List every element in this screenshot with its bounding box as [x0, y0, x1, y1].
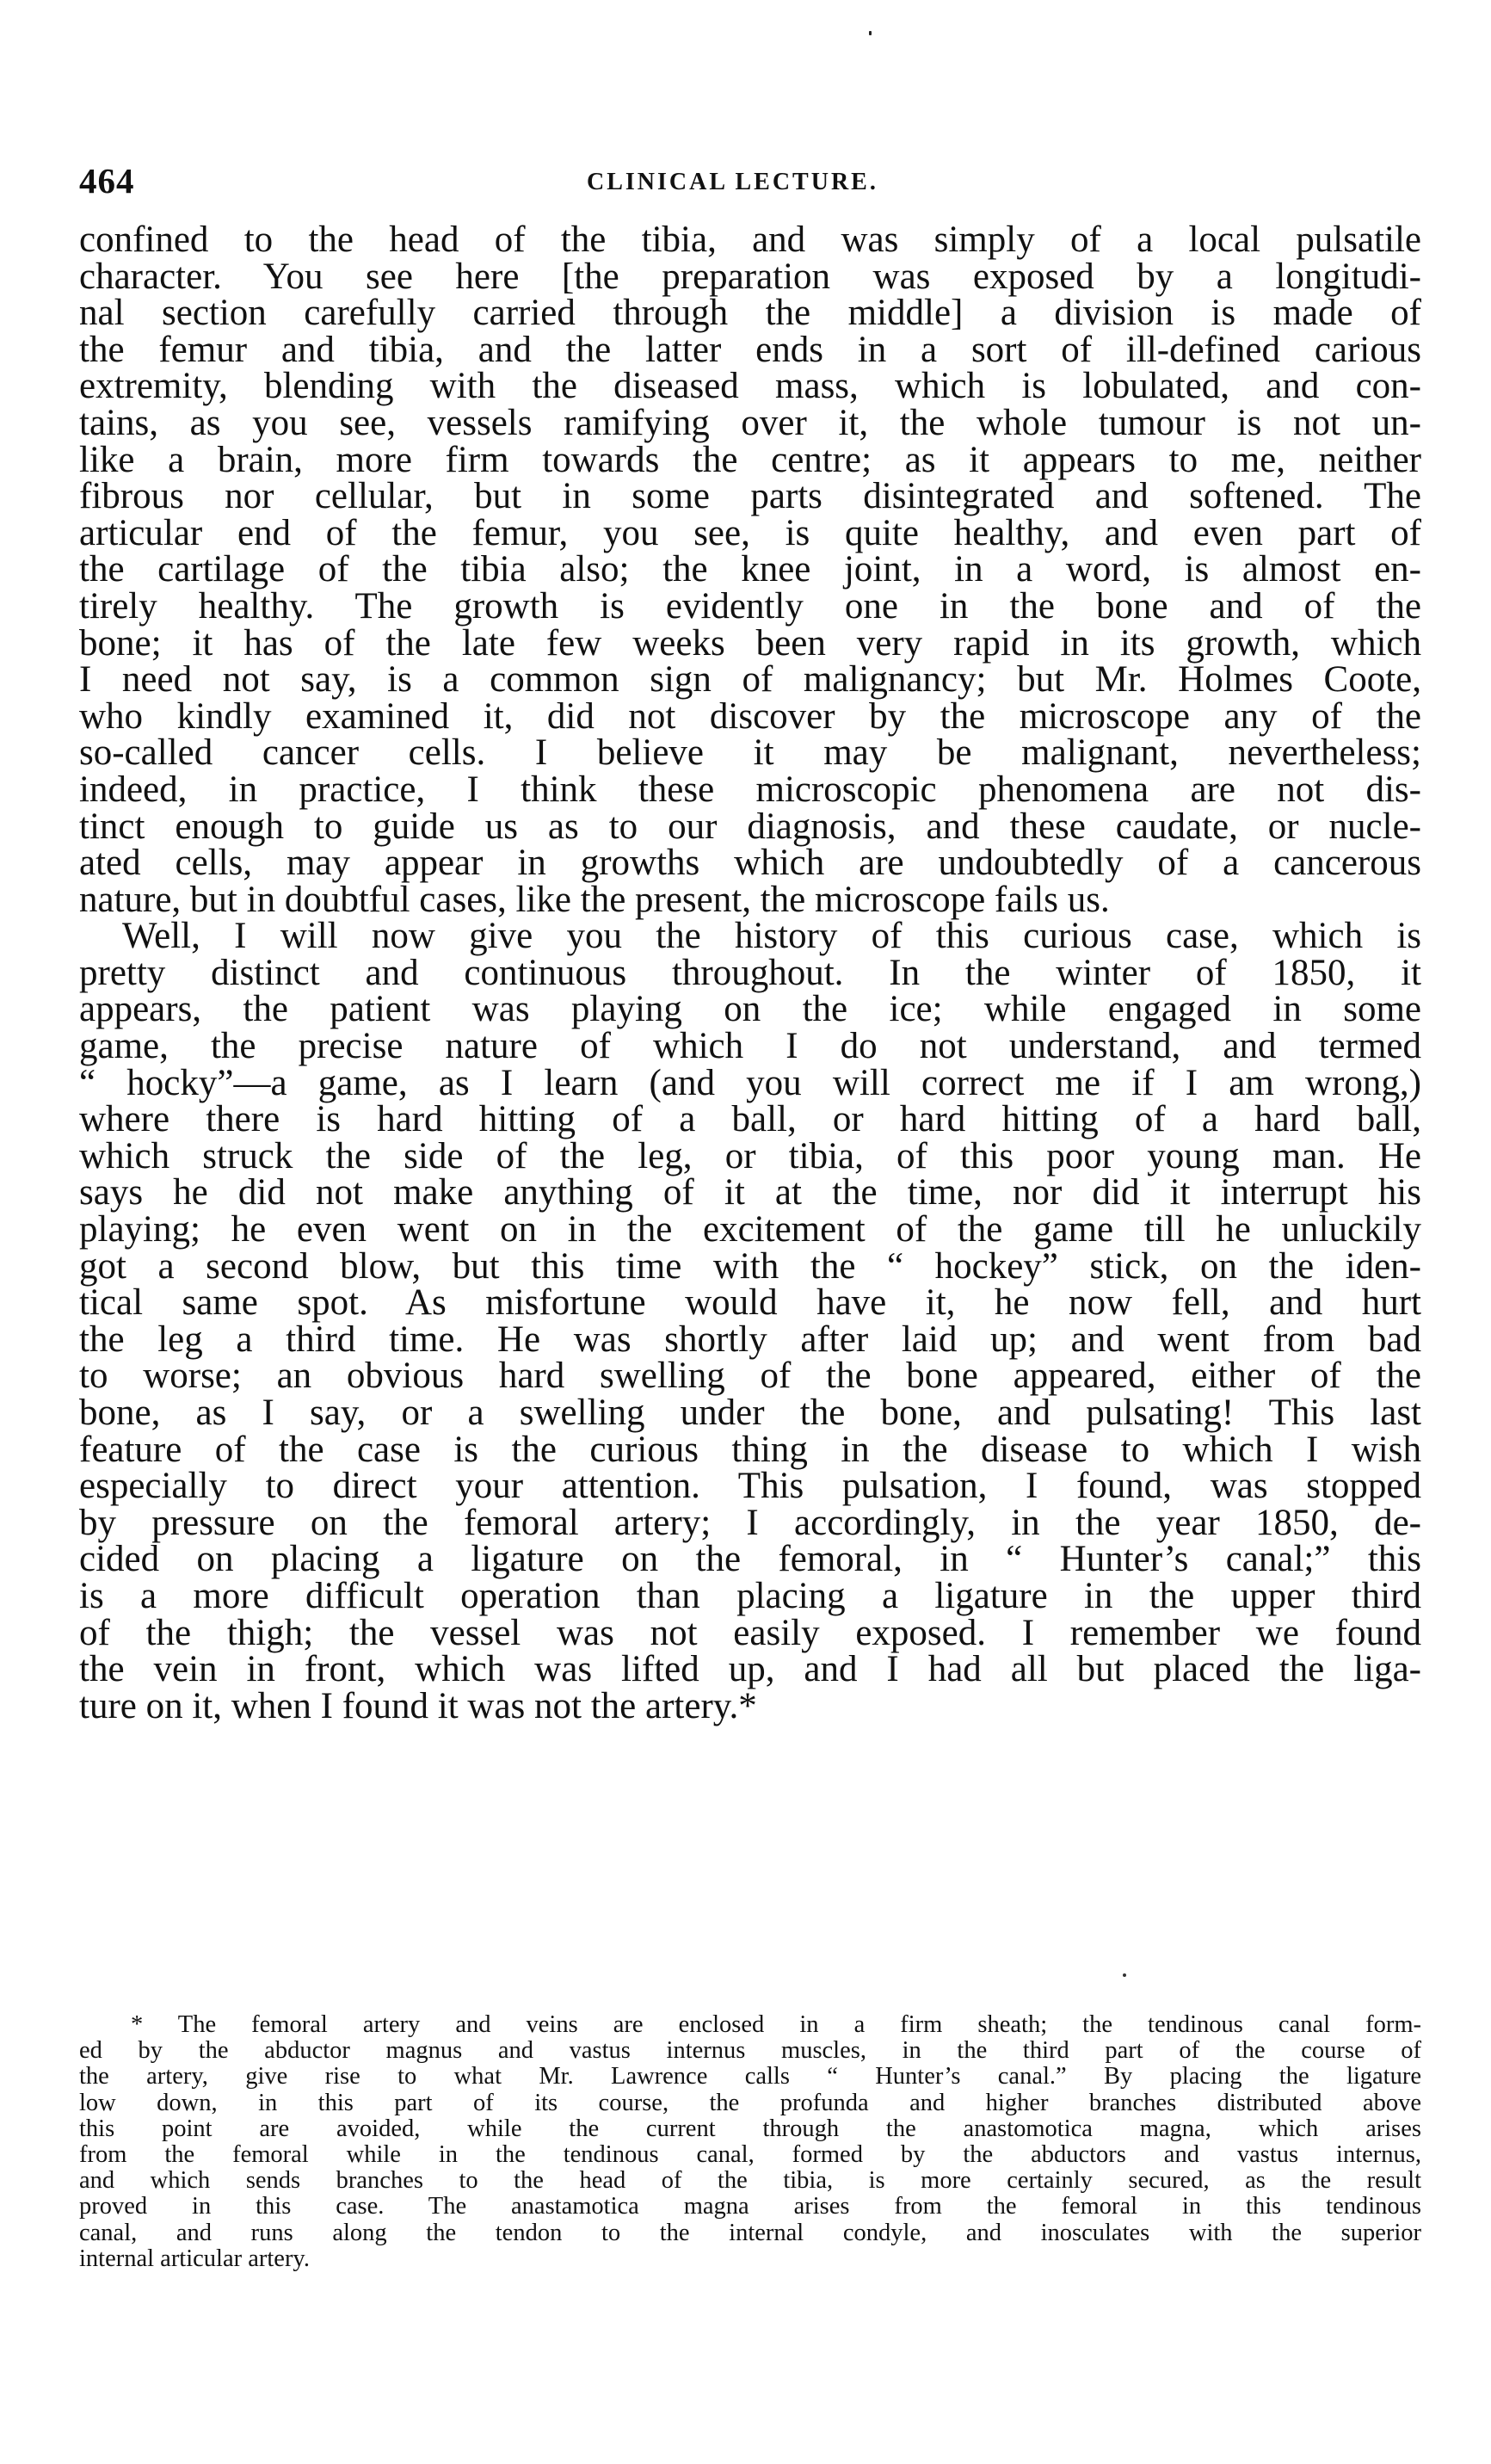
text-line: pretty distinct and continuous throughout. In the winter of 1850, it [79, 952, 1421, 993]
text-line: especially to direct your attention. This pulsation, I found, was stopped [79, 1466, 1421, 1507]
footnote-line: this point are avoided, while the current through the anastomotica magna, which arises [79, 2115, 1421, 2142]
text-line: fibrous nor cellular, but in some parts disintegrated and softened. The [79, 476, 1421, 517]
body-text [79, 219, 1421, 1726]
text-line: tical same spot. As misfortune would have it, he now fell, and hurt [79, 1282, 1421, 1324]
text-line: indeed, in practice, I think these microscopic phenomena are not dis- [79, 769, 1421, 810]
text-line: of the thigh; the vessel was not easily exposed. I remember we found [79, 1612, 1421, 1653]
running-head: CLINICAL LECTURE. [587, 169, 878, 195]
text-line: which struck the side of the leg, or tibia, of this poor young man. He [79, 1135, 1421, 1176]
footnote [79, 2012, 1421, 2272]
footnote-line: proved in this case. The anastamotica magna arises from the femoral in this tendinous [79, 2193, 1421, 2220]
text-line: ture on it, when I found it was not the artery.* [79, 1685, 757, 1726]
text-line: “ hocky”—a game, as I learn (and you will correct me if I am wrong,) [79, 1062, 1421, 1103]
text-line: by pressure on the femoral artery; I accordingly, in the year 1850, de- [79, 1502, 1421, 1543]
text-line: nature, but in doubtful cases, like the present, the microscope fails us. [79, 879, 1110, 920]
text-line: cided on placing a ligature on the femoral, in “ Hunter’s canal;” this [79, 1539, 1421, 1580]
text-line: says he did not make anything of it at the time, nor did it interrupt his [79, 1172, 1421, 1213]
text-line: the leg a third time. He was shortly after laid up; and went from bad [79, 1318, 1421, 1360]
text-line: tirely healthy. The growth is evidently one in the bone and of the [79, 585, 1421, 627]
print-speck [1123, 1973, 1126, 1977]
footnote-line: low down, in this part of its course, the profunda and higher branches distributed above [79, 2089, 1421, 2116]
text-line: articular end of the femur, you see, is quite healthy, and even part of [79, 512, 1421, 553]
page-header [79, 160, 1421, 203]
text-line: where there is hard hitting of a ball, or hard hitting of a hard ball, [79, 1099, 1421, 1140]
footnote-line: the artery, give rise to what Mr. Lawrence calls “ Hunter’s canal.” By placing the ligature [79, 2063, 1421, 2090]
text-line: I need not say, is a common sign of malignancy; but Mr. Holmes Coote, [79, 659, 1421, 701]
text-line: appears, the patient was playing on the ice; while engaged in some [79, 989, 1421, 1030]
text-line: who kindly examined it, did not discover by the microscope any of the [79, 695, 1421, 737]
text-line: feature of the case is the curious thing in the disease to which I wish [79, 1429, 1421, 1470]
footnote-line: internal articular artery. [79, 2245, 310, 2272]
text-line: Well, I will now give you the history of this curious case, which is [122, 916, 1421, 957]
print-speck [869, 31, 872, 35]
text-line: character. You see here [the preparation was exposed by a longitudi- [79, 256, 1421, 297]
text-line: bone; it has of the late few weeks been very rapid in its growth, which [79, 622, 1421, 664]
text-line: so-called cancer cells. I believe it may be malignant, nevertheless; [79, 732, 1421, 774]
footnote-line: * The femoral artery and veins are enclosed in a firm sheath; the tendinous canal form- [131, 2011, 1421, 2038]
text-line: like a brain, more firm towards the centre; as it appears to me, neither [79, 439, 1421, 480]
text-line: game, the precise nature of which I do not understand, and termed [79, 1026, 1421, 1067]
footnote-line: ed by the abductor magnus and vastus internus muscles, in the third part of the course of [79, 2037, 1421, 2065]
text-line: the femur and tibia, and the latter ends in a sort of ill-defined carious [79, 329, 1421, 370]
text-line: extremity, blending with the diseased mass, which is lobulated, and con- [79, 366, 1421, 407]
text-line: the cartilage of the tibia also; the knee joint, in a word, is almost en- [79, 549, 1421, 590]
text-line: the vein in front, which was lifted up, and I had all but placed the liga- [79, 1649, 1421, 1690]
text-line: confined to the head of the tibia, and was simply of a local pulsatile [79, 219, 1421, 260]
text-line: ated cells, may appear in growths which are undoubtedly of a cancerous [79, 843, 1421, 884]
text-line: tinct enough to guide us as to our diagnosis, and these caudate, or nucle- [79, 806, 1421, 847]
page-number: 464 [79, 161, 135, 201]
text-line: to worse; an obvious hard swelling of the bone appeared, either of the [79, 1356, 1421, 1397]
text-line: playing; he even went on in the excitement of the game till he unluckily [79, 1209, 1421, 1251]
text-line: nal section carefully carried through the middle] a division is made of [79, 293, 1421, 334]
text-line: bone, as I say, or a swelling under the bone, and pulsating! This last [79, 1393, 1421, 1433]
footnote-line: from the femoral while in the tendinous canal, formed by the abductors and vastus internus, [79, 2140, 1421, 2168]
text-line: got a second blow, but this time with the “ hockey” stick, on the iden- [79, 1245, 1421, 1287]
footnote-line: and which sends branches to the head of the tibia, is more certainly secured, as the result [79, 2167, 1421, 2195]
text-line: is a more difficult operation than placing a ligature in the upper third [79, 1575, 1421, 1616]
footnote-line: canal, and runs along the tendon to the internal condyle, and inosculates with the superior [79, 2219, 1421, 2246]
text-line: tains, as you see, vessels ramifying over it, the whole tumour is not un- [79, 402, 1421, 443]
